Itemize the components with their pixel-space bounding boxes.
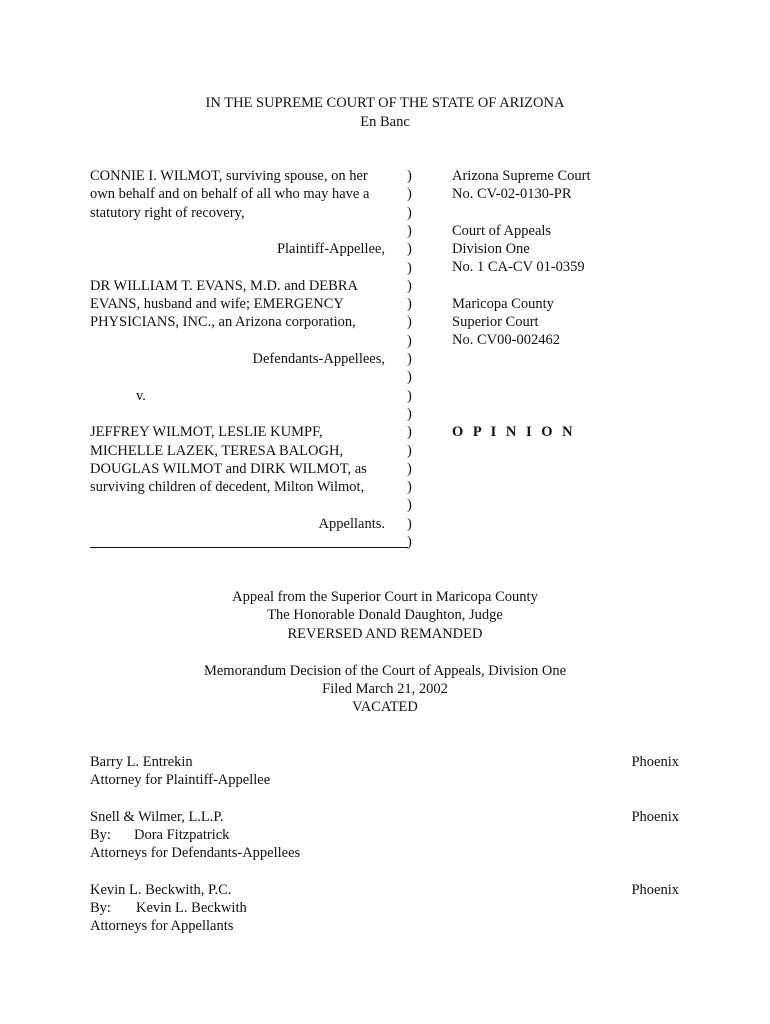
memo-line: Memorandum Decision of the Court of Appeals, Division One: [203, 663, 567, 679]
caption-paren: ): [407, 241, 412, 258]
caption-paren: ): [407, 442, 412, 459]
caption-underline: [90, 547, 408, 548]
caption-paren: ): [407, 168, 412, 184]
memo-filed-date: Filed March 21, 2002: [322, 681, 448, 697]
counsel-role: Attorneys for Defendants-Appellees: [90, 845, 301, 861]
appeal-line: The Honorable Donald Daughton, Judge: [267, 607, 503, 623]
docket-appeals-court: Court of Appeals: [452, 223, 552, 239]
counsel-by-name: Dora Fitzpatrick: [134, 827, 230, 843]
caption-paren: ): [407, 515, 412, 532]
docket-supreme-court: Arizona Supreme Court: [452, 168, 591, 184]
counsel-role: Attorney for Plaintiff-Appellee: [90, 772, 271, 788]
party3-role: Appellants.: [318, 516, 385, 532]
caption-paren: ): [407, 387, 412, 404]
court-sitting: En Banc: [360, 114, 410, 130]
party3-line: MICHELLE LAZEK, TERESA BALOGH,: [90, 443, 344, 459]
caption-paren: ): [407, 351, 412, 367]
party1-line: own behalf and on behalf of all who may have a: [90, 186, 370, 202]
party1-role: Plaintiff-Appellee,: [276, 241, 385, 257]
party3-line: DOUGLAS WILMOT and DIRK WILMOT, as: [90, 461, 367, 477]
docket-superior-number: No. CV00-002462: [452, 332, 560, 348]
counsel-role: Attorneys for Appellants: [90, 918, 234, 934]
docket-appeals-division: Division One: [452, 241, 530, 257]
docket-superior-court: Superior Court: [452, 314, 539, 330]
memo-status: VACATED: [352, 699, 418, 715]
party1-line: statutory right of recovery,: [90, 205, 245, 221]
caption-paren: ): [407, 460, 412, 477]
disposition: REVERSED AND REMANDED: [287, 626, 483, 642]
caption-paren: ): [407, 405, 412, 422]
counsel-name: Snell & Wilmer, L.L.P.: [90, 809, 224, 825]
party2-line: PHYSICIANS, INC., an Arizona corporation,: [90, 314, 356, 330]
counsel-name: Barry L. Entrekin: [90, 754, 193, 770]
party2-line: DR WILLIAM T. EVANS, M.D. and DEBRA: [90, 278, 358, 294]
caption-paren: ): [407, 204, 412, 221]
party3-line: JEFFREY WILMOT, LESLIE KUMPF,: [90, 424, 323, 440]
counsel-by-label: By:: [90, 827, 111, 843]
counsel-by-label: By:: [90, 900, 111, 916]
counsel-by-name: Kevin L. Beckwith: [136, 900, 247, 916]
versus-label: v.: [136, 388, 146, 404]
caption-paren: ): [407, 332, 412, 349]
counsel-city: Phoenix: [631, 882, 679, 898]
caption-paren: ): [407, 186, 412, 203]
counsel-city: Phoenix: [631, 809, 679, 825]
caption-paren: ): [407, 296, 412, 313]
party2-role: Defendants-Appellees,: [252, 351, 385, 367]
caption-paren: ): [407, 534, 412, 550]
party1-line: CONNIE I. WILMOT, surviving spouse, on her: [90, 168, 368, 184]
court-title: IN THE SUPREME COURT OF THE STATE OF ARIZONA: [205, 95, 565, 111]
counsel-name: Kevin L. Beckwith, P.C.: [90, 882, 232, 898]
docket-superior-county: Maricopa County: [452, 296, 554, 312]
caption-paren: ): [407, 369, 412, 386]
caption-paren: ): [407, 277, 412, 294]
caption-paren: ): [407, 497, 412, 514]
docket-supreme-number: No. CV-02-0130-PR: [452, 186, 572, 202]
caption-paren: ): [407, 314, 412, 331]
caption-paren: ): [407, 424, 412, 441]
counsel-city: Phoenix: [631, 754, 679, 770]
docket-appeals-number: No. 1 CA-CV 01-0359: [452, 259, 585, 275]
caption-paren: ): [407, 222, 412, 239]
appeal-line: Appeal from the Superior Court in Maricopa County: [232, 589, 538, 605]
opinion-label: O P I N I O N: [452, 424, 576, 440]
party3-line: surviving children of decedent, Milton Wilmot,: [90, 479, 365, 495]
party2-line: EVANS, husband and wife; EMERGENCY: [90, 296, 344, 312]
caption-paren: ): [407, 259, 412, 276]
caption-paren: ): [407, 479, 412, 496]
